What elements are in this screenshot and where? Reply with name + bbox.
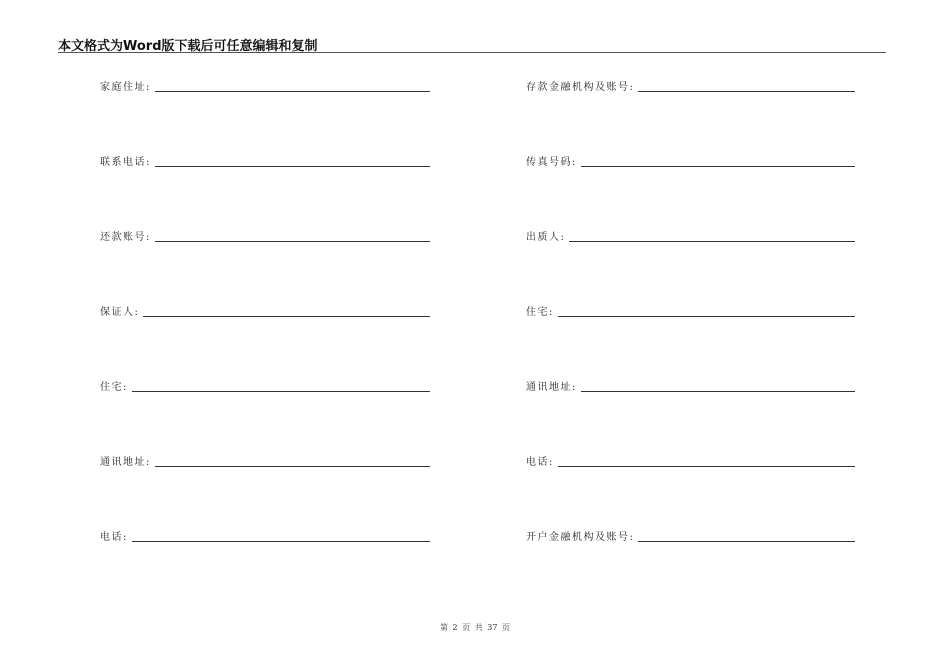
form-row-pledgor	[526, 228, 855, 244]
form-row-phone	[526, 453, 855, 469]
form-row-repayment-account	[100, 228, 430, 244]
field-label: 还款账号:	[100, 232, 151, 243]
form-row-residence	[526, 303, 855, 319]
form-row-contact-phone	[100, 153, 430, 169]
footer-page-unit: 页	[462, 623, 471, 632]
fill-in-line[interactable]	[132, 541, 430, 542]
fill-in-line[interactable]	[638, 541, 855, 542]
page-footer	[0, 622, 950, 633]
fill-in-line[interactable]	[155, 91, 430, 92]
fill-in-line[interactable]	[581, 391, 855, 392]
header-title: 本文格式为Word版下载后可任意编辑和复制	[58, 39, 318, 54]
footer-prefix: 第	[439, 623, 448, 632]
form-row-guarantor	[100, 303, 430, 319]
fill-in-line[interactable]	[155, 466, 430, 467]
form-row-residence	[100, 378, 430, 394]
fill-in-line[interactable]	[132, 391, 430, 392]
field-label: 联系电话:	[100, 157, 151, 168]
form-row-phone	[100, 528, 430, 544]
field-label: 存款金融机构及账号:	[526, 82, 635, 93]
form-row-mailing-address	[526, 378, 855, 394]
field-label: 出质人:	[526, 232, 566, 243]
form-row-deposit-institution-account	[526, 78, 855, 94]
field-label: 电话:	[526, 457, 554, 468]
footer-total-unit: 页	[502, 623, 510, 632]
fill-in-line[interactable]	[558, 316, 855, 317]
field-label: 住宅:	[526, 307, 554, 318]
fill-in-line[interactable]	[638, 91, 855, 92]
fill-in-line[interactable]	[143, 316, 430, 317]
page-header	[58, 34, 886, 53]
field-label: 家庭住址:	[100, 82, 151, 93]
field-label: 住宅:	[100, 382, 128, 393]
form-row-fax-number	[526, 153, 855, 169]
form-row-mailing-address	[100, 453, 430, 469]
fill-in-line[interactable]	[558, 466, 855, 467]
footer-total-pages: 37	[487, 623, 498, 632]
form-row-home-address	[100, 78, 430, 94]
fill-in-line[interactable]	[155, 241, 430, 242]
footer-total-prefix: 共	[474, 623, 483, 632]
fill-in-line[interactable]	[581, 166, 855, 167]
footer-page-number: 2	[452, 623, 458, 632]
field-label: 保证人:	[100, 307, 140, 318]
field-label: 开户金融机构及账号:	[526, 532, 635, 543]
fill-in-line[interactable]	[155, 166, 430, 167]
field-label: 通讯地址:	[100, 457, 151, 468]
form-row-bank-institution-account	[526, 528, 855, 544]
field-label: 电话:	[100, 532, 128, 543]
field-label: 通讯地址:	[526, 382, 577, 393]
fill-in-line[interactable]	[569, 241, 855, 242]
field-label: 传真号码:	[526, 157, 577, 168]
